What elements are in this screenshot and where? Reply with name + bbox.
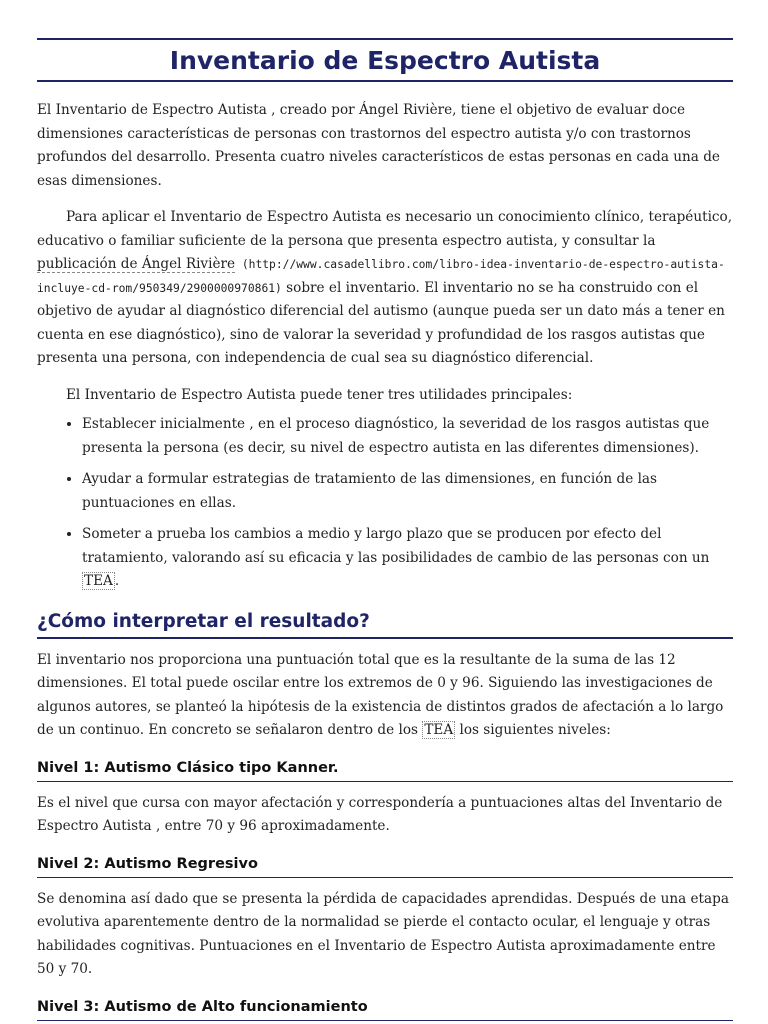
list-item-end: .: [114, 573, 120, 589]
level-2-text: Se denomina así dado que se presenta la pérdida de capacidades aprendidas. Después de una etapa evolutiva aparentemente dentro de la normalidad se pierde el contacto ocular, el lenguaje y otras habilidades cognitivas. Puntuaciones en el Inventario de Espectro Autista aproximadamente entre 50 y 70.: [37, 890, 729, 977]
level-1-text: Es el nivel que cursa con mayor afectación y correspondería a puntuaciones altas del Inventario de Espectro Autista , entre 70 y 96 aproximadamente.: [37, 794, 723, 834]
utilities-list: [37, 413, 733, 594]
utilities-intro: El Inventario de Espectro Autista puede tener tres utilidades principales:: [66, 386, 573, 403]
level-3-heading: Nivel 3: Autismo de Alto funcionamiento: [37, 996, 733, 1021]
publication-link[interactable]: publicación de Ángel Rivière: [37, 256, 236, 272]
application-paragraph: [37, 206, 733, 371]
document-page: [37, 38, 733, 1021]
interpret-text: El inventario nos proporciona una puntuación total que es la resultante de la suma de las 12 dimensiones. El total puede oscilar entre los extremos de 0 y 96. Siguiendo las investigaciones de algunos autores, se planteó la hipótesis de la existencia de distintos grados de afectación a lo largo de un continuo. En concreto se señalaron dentro de los: [37, 651, 724, 738]
publication-url: (http://www.casadellibro.com/libro-idea-inventario-de-espectro-autista-incluye-cd-rom/950349/2900000970861): [37, 258, 725, 295]
title-bottom-rule: [37, 80, 733, 82]
page-title: Inventario de Espectro Autista: [169, 46, 601, 75]
application-text-start: Para aplicar el Inventario de Espectro Autista es necesario un conocimiento clínico, terapéutico, educativo o familiar suficiente de la persona que presenta espectro autista, y consultar la: [37, 209, 733, 249]
application-text-end: sobre el inventario. El inventario no se ha construido con el objetivo de ayudar al diagnóstico diferencial del autismo (aunque pueda ser un dato más a tener en cuenta en ese diagnóstico), sino de valorar la severidad y profundidad de los rasgos autistas que presenta una persona, con independencia de cual sea su diagnóstico diferencial.: [37, 279, 725, 366]
list-item: • Establecer inicialmente , en el proceso diagnóstico, la severidad de los rasgos autistas que presenta la persona (es decir, su nivel de espectro autista en las diferentes dimensiones).: [82, 413, 733, 460]
intro-paragraph: El Inventario de Espectro Autista , creado por Ángel Rivière, tiene el objetivo de evaluar doce dimensiones características de personas con trastornos del espectro autista y/o con trastornos profundos del desarrollo. Presenta cuatro niveles característicos de estas personas en cada una de esas dimensiones.: [37, 102, 720, 189]
interpret-paragraph: [37, 649, 733, 743]
list-item-text: Someter a prueba los cambios a medio y largo plazo que se producen por efecto del tratamiento, valorando así su eficacia y las posibilidades de cambio de las personas con un: [82, 526, 710, 566]
title-top-rule: [37, 38, 733, 40]
tea-abbreviation[interactable]: TEA: [84, 573, 113, 589]
level-1-heading: Nivel 1: Autismo Clásico tipo Kanner.: [37, 757, 733, 782]
interpret-text-end: los siguientes niveles:: [455, 722, 611, 738]
tea-abbreviation[interactable]: TEA: [424, 722, 454, 738]
level-2-heading: Nivel 2: Autismo Regresivo: [37, 853, 733, 878]
list-item: • Ayudar a formular estrategias de tratamiento de las dimensiones, en función de las puntuaciones en ellas.: [82, 468, 733, 515]
section-heading-interpret: ¿Cómo interpretar el resultado?: [37, 609, 733, 639]
list-item: [82, 523, 733, 594]
